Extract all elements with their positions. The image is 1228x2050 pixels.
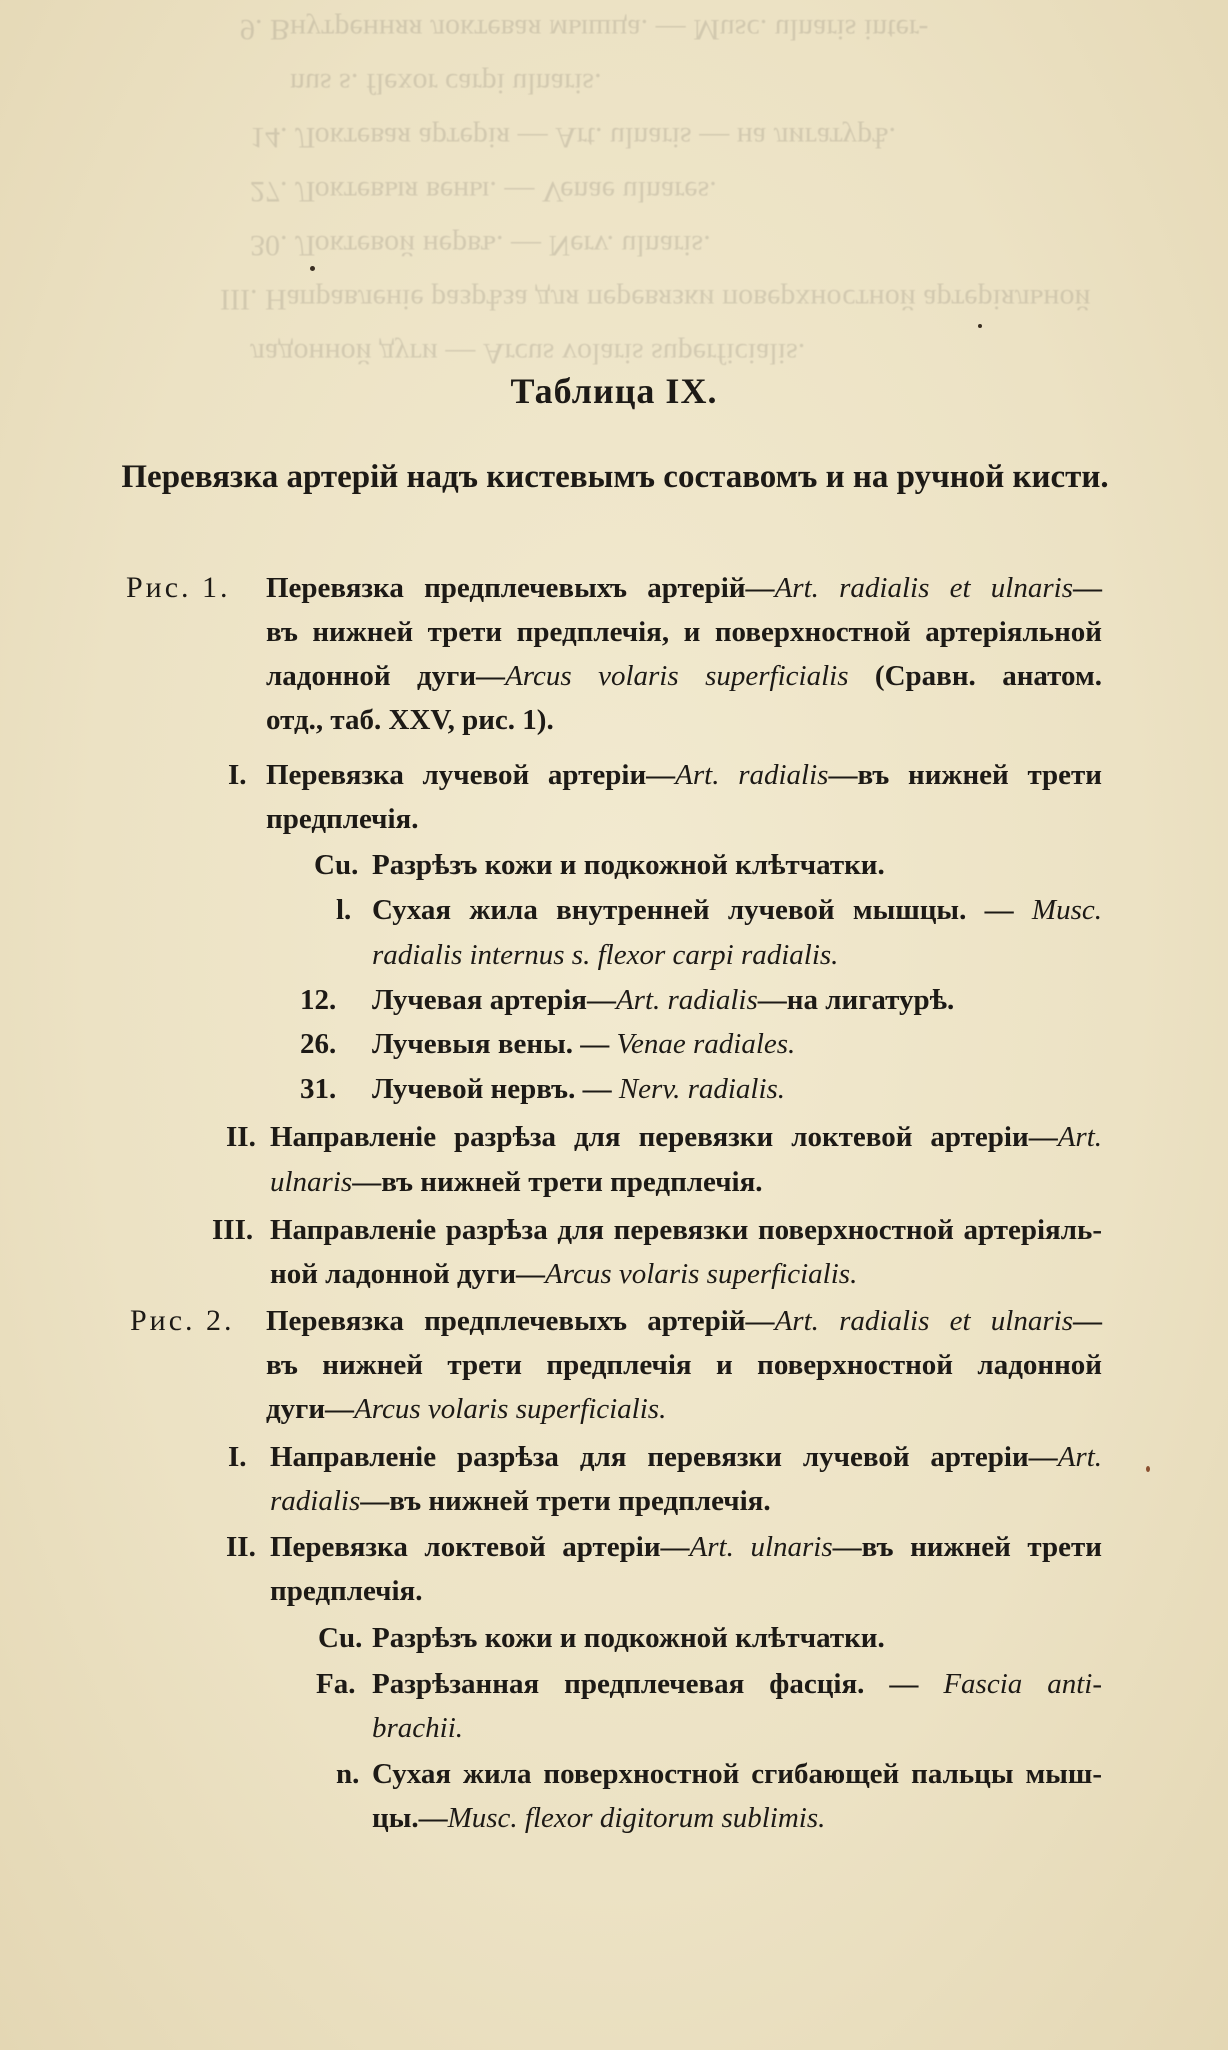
text-line: [270, 1117, 1102, 1157]
text-line: [372, 845, 885, 885]
latin-term: radialis: [270, 1485, 361, 1517]
text-line: [372, 980, 954, 1020]
text-line: [372, 890, 1102, 930]
line-text: Лучевая артерія—: [372, 984, 616, 1016]
ink-spot: [978, 324, 982, 328]
latin-term: Art.: [1057, 1441, 1102, 1473]
item-marker: III.: [212, 1214, 254, 1246]
text-line: [372, 1664, 1102, 1704]
line-text: отд., таб. XXV, рис. 1).: [266, 704, 554, 736]
line-text: предплечія.: [270, 1575, 423, 1607]
line-text: Лучевой нервъ. —: [372, 1073, 619, 1105]
line-text: дуги—: [266, 1393, 355, 1425]
text-line: [372, 935, 838, 975]
bleed-line: 14. Локтевая артерія — Art. ulnaris — на лигатурѣ.: [250, 121, 896, 154]
text-line: [266, 1345, 1102, 1385]
line-text: Перевязка локтевой артеріи—: [270, 1531, 690, 1563]
line-tail: —въ нижней трети предплечія.: [352, 1166, 763, 1198]
text-line: [270, 1571, 422, 1611]
line-text: въ нижней трети предплечія и поверхностной ладонной: [266, 1349, 1102, 1381]
line-text: Разрѣзъ кожи и подкожной клѣтчатки.: [372, 1622, 885, 1654]
page-subtitle: Перевязка артерій надъ кистевымъ составомъ и на ручной кисти.: [121, 459, 1109, 495]
item-marker: 31.: [300, 1073, 337, 1105]
text-line: [266, 568, 1102, 608]
line-text: Направленіе разрѣза для перевязки лучевой артеріи—: [270, 1441, 1058, 1473]
bleed-line: 30. Локтевой нервъ. — Nerv. ulnaris.: [250, 229, 711, 262]
text-line: [266, 700, 554, 740]
page-title: Таблица IX.: [510, 371, 718, 411]
line-tail: —: [1073, 1305, 1102, 1337]
text-line: [266, 612, 1102, 652]
latin-term: radialis internus s. flexor carpi radialis.: [372, 939, 839, 971]
line-text: ной ладонной дуги—: [270, 1258, 546, 1290]
latin-term: Arcus volaris superficialis.: [354, 1393, 667, 1425]
item-marker: 26.: [300, 1028, 337, 1060]
latin-term: ulnaris: [270, 1166, 353, 1198]
figure-number: Рис. 2.: [130, 1304, 235, 1337]
line-text: въ нижней трети предплечія, и поверхностной артеріяльной: [266, 616, 1102, 648]
item-marker: Cu.: [318, 1622, 363, 1654]
line-text: Перевязка лучевой артеріи—: [266, 759, 676, 791]
text-line: [372, 1069, 785, 1109]
latin-term: brachii.: [372, 1712, 464, 1744]
line-text: ладонной дуги—: [266, 660, 506, 692]
item-marker: Fa.: [316, 1668, 356, 1700]
text-line: [266, 755, 1102, 795]
figure-number: Рис. 1.: [126, 571, 231, 604]
latin-term: Art. radialis et ulnaris: [774, 572, 1073, 604]
line-text: Сухая жила поверхностной сгибающей пальцы мыш-: [372, 1758, 1102, 1790]
bleed-line: III. Направленіе разрѣза для перевязки поверхностной артеріяльной: [220, 283, 1091, 316]
bleed-line: ладонной дуги — Arcus volaris superficialis.: [250, 337, 806, 370]
bleed-line: nus s. flexor carpi ulnaris.: [290, 67, 602, 100]
text-line: [266, 656, 1102, 696]
text-line: [270, 1210, 1102, 1250]
item-marker: II.: [226, 1121, 256, 1153]
line-text: Сухая жила внутренней лучевой мышцы. —: [372, 894, 1032, 926]
text-line: [266, 799, 418, 839]
line-text: Направленіе разрѣза для перевязки локтевой артеріи—: [270, 1121, 1058, 1153]
item-marker: I.: [228, 1441, 247, 1473]
line-text: предплечія.: [266, 803, 419, 835]
latin-term: Art. radialis et ulnaris: [774, 1305, 1073, 1337]
text-line: [372, 1024, 795, 1064]
text-line: [372, 1618, 885, 1658]
line-text: Разрѣзанная предплечевая фасція. —: [372, 1668, 944, 1700]
line-tail: —въ нижней трети: [832, 1531, 1102, 1563]
latin-term: Musc.: [1031, 894, 1102, 926]
text-line: [266, 1301, 1102, 1341]
latin-term: Art.: [1057, 1121, 1102, 1153]
ink-spot: [310, 266, 315, 271]
bleed-through-text: [0, 0, 1228, 380]
line-text: Перевязка предплечевыхъ артерій—: [266, 572, 775, 604]
text-line: [372, 1754, 1102, 1794]
line-text: Направленіе разрѣза для перевязки поверхностной артеріяль-: [270, 1214, 1102, 1246]
latin-term: Arcus volaris superficialis: [505, 660, 849, 692]
item-marker: 12.: [300, 984, 337, 1016]
text-line: [372, 1798, 825, 1838]
text-line: [266, 1389, 666, 1429]
line-tail: —: [1073, 572, 1102, 604]
line-tail: —въ нижней трети предплечія.: [360, 1485, 771, 1517]
item-marker: II.: [226, 1531, 256, 1563]
latin-term: Art. ulnaris: [689, 1531, 833, 1563]
text-line: [270, 1481, 771, 1521]
item-marker: l.: [336, 894, 352, 926]
item-marker: I.: [228, 759, 247, 791]
text-line: [270, 1527, 1102, 1567]
bleed-line: 27. Локтевыя вены. — Venae ulnares.: [250, 175, 717, 208]
line-text: Разрѣзъ кожи и подкожной клѣтчатки.: [372, 849, 885, 881]
line-tail: —на лигатурѣ.: [757, 984, 955, 1016]
text-line: [270, 1162, 763, 1202]
line-text: Перевязка предплечевыхъ артерій—: [266, 1305, 775, 1337]
text-line: [372, 1708, 463, 1748]
latin-term: Nerv. radialis.: [618, 1073, 786, 1105]
text-line: [270, 1254, 857, 1294]
item-marker: Cu.: [314, 849, 359, 881]
latin-term: Venae radiales.: [616, 1028, 796, 1060]
line-text: цы.—: [372, 1802, 448, 1834]
item-marker: n.: [336, 1758, 360, 1790]
latin-term: Fascia anti-: [943, 1668, 1103, 1700]
line-tail: —въ нижней трети: [828, 759, 1102, 791]
latin-term: Art. radialis: [675, 759, 829, 791]
text-line: [270, 1437, 1102, 1477]
latin-term: Musc. flexor digitorum sublimis.: [447, 1802, 826, 1834]
bleed-line: 9. Внутренняя локтевая мышца. — Musc. ulnaris inter-: [240, 13, 929, 46]
latin-term: Art. radialis: [615, 984, 758, 1016]
line-tail: (Сравн. анатом.: [848, 660, 1102, 692]
latin-term: Arcus volaris superficialis.: [545, 1258, 858, 1290]
line-text: Лучевыя вены. —: [372, 1028, 617, 1060]
ink-spot: [1146, 1466, 1150, 1472]
